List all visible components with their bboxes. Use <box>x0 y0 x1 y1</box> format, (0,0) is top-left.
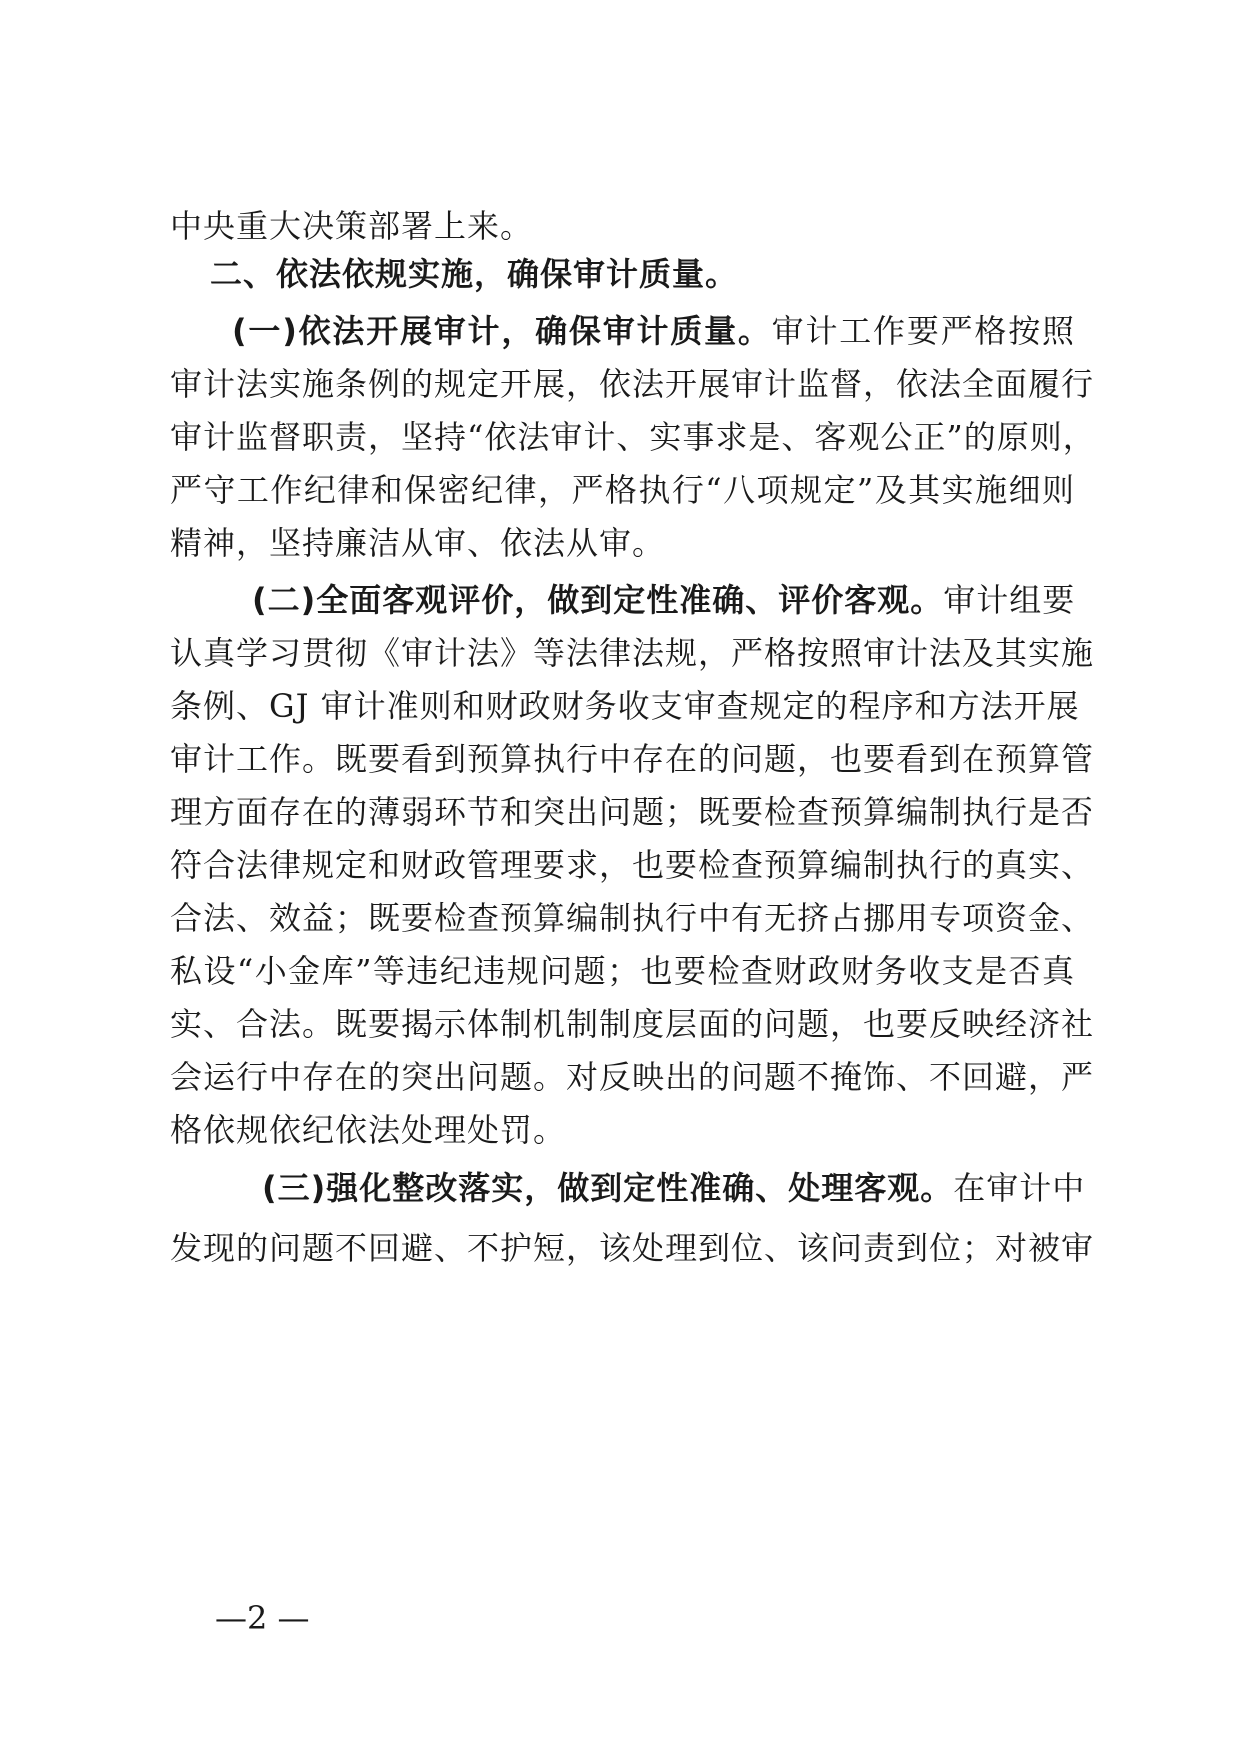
paragraph-line: 中央重大决策部署上来。 <box>170 207 534 245</box>
paragraph-line: 条例、GJ 审计准则和财政财务收支审查规定的程序和方法开展 <box>170 687 1080 725</box>
section-heading: 二、依法依规实施，确保审计质量。 <box>210 255 739 293</box>
paragraph-line: 符合法律规定和财政管理要求，也要检查预算编制执行的真实、 <box>170 846 1095 884</box>
paragraph-line: 审计工作。既要看到预算执行中存在的问题，也要看到在预算管 <box>170 740 1095 778</box>
page-number: —2 — <box>215 1599 310 1637</box>
paragraph-line: (二)全面客观评价，做到定性准确、评价客观。审计组要 <box>252 581 1076 619</box>
paragraph-line: 私设“小金库”等违纪违规问题；也要检查财政财务收支是否真 <box>170 952 1075 990</box>
paragraph-line: 精神，坚持廉洁从审、依法从审。 <box>170 524 666 562</box>
paragraph-line: 审计法实施条例的规定开展，依法开展审计监督，依法全面履行 <box>170 365 1095 403</box>
subsection-heading: (一)依法开展审计，确保审计质量。 <box>232 312 772 350</box>
paragraph-line: 格依规依纪依法处理处罚。 <box>170 1111 567 1149</box>
subsection-heading: (三)强化整改落实，做到定性准确、处理客观。 <box>262 1169 954 1207</box>
paragraph-line: 合法、效益；既要检查预算编制执行中有无挤占挪用专项资金、 <box>170 899 1095 937</box>
paragraph-line: 严守工作纪律和保密纪律，严格执行“八项规定”及其实施细则 <box>170 471 1075 509</box>
paragraph-line: (一)依法开展审计，确保审计质量。审计工作要严格按照 <box>232 312 1075 350</box>
paragraph-line: 发现的问题不回避、不护短，该处理到位、该问责到位；对被审 <box>170 1229 1095 1267</box>
paragraph-line: 会运行中存在的突出问题。对反映出的问题不掩饰、不回避，严 <box>170 1058 1095 1096</box>
paragraph-line: 审计监督职责，坚持“依法审计、实事求是、客观公正”的原则， <box>170 418 1096 456</box>
paragraph-line: 理方面存在的薄弱环节和突出问题；既要检查预算编制执行是否 <box>170 793 1095 831</box>
paragraph-line: 认真学习贯彻《审计法》等法律法规，严格按照审计法及其实施 <box>170 634 1095 672</box>
paragraph-line: (三)强化整改落实，做到定性准确、处理客观。在审计中 <box>262 1169 1086 1207</box>
paragraph-line: 实、合法。既要揭示体制机制制度层面的问题，也要反映经济社 <box>170 1005 1095 1043</box>
subsection-heading: (二)全面客观评价，做到定性准确、评价客观。 <box>252 581 944 619</box>
